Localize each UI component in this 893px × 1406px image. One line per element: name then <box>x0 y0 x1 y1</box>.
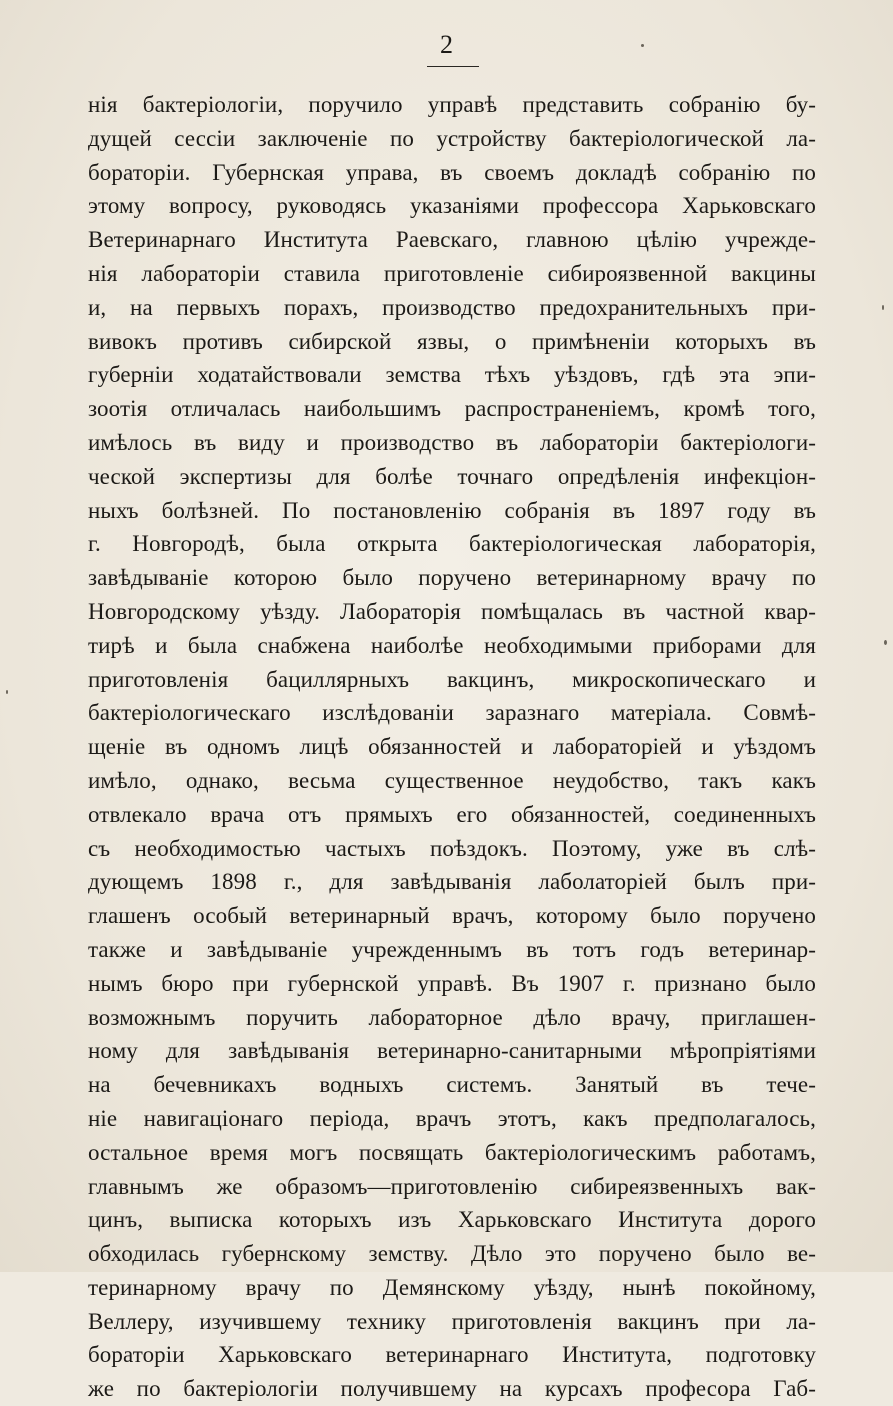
text-line: зоотія отличалась наибольшимъ распространеніемъ, кромѣ того, <box>88 396 816 422</box>
text-line: приготовленія бациллярныхъ вакцинъ, микроскопическаго и <box>88 666 816 692</box>
text-line: на бечевникахъ водныхъ системъ. Занятый въ тече- <box>88 1072 816 1098</box>
scan-speck <box>641 44 644 47</box>
text-line: бораторіи. Губернская управа, въ своемъ докладѣ собранію по <box>88 159 816 185</box>
text-line: нія бактеріологіи, поручило управѣ представить собранію бу- <box>88 92 816 117</box>
text-line: остальное время могъ посвящать бактеріологическимъ работамъ, <box>88 1139 816 1165</box>
text-line: ніе навигаціонаго періода, врачъ этотъ, какъ предполагалось, <box>88 1105 816 1131</box>
text-line: нія лабораторіи ставила приготовленіе сибироязвенной вакцины <box>88 260 816 286</box>
text-line: Веллеру, изучившему технику приготовленія вакцинъ при ла- <box>88 1308 816 1334</box>
text-line: обходилась губернскому земству. Дѣло это поручено было ве- <box>88 1241 816 1267</box>
text-line: ныхъ болѣзней. По постановленію собранія въ 1897 году въ <box>88 497 816 523</box>
text-line: дущей сессіи заключеніе по устройству бактеріологической ла- <box>88 125 816 151</box>
scan-speck <box>882 305 884 310</box>
text-line: этому вопросу, руководясь указаніями профессора Харьковскаго <box>88 193 816 219</box>
text-line: ному для завѣдыванія ветеринарно-санитарными мѣропріятіями <box>88 1038 816 1064</box>
text-line: тирѣ и была снабжена наиболѣе необходимыми приборами для <box>88 632 816 658</box>
text-line: имѣло, однако, весьма существенное неудобство, такъ какъ <box>88 767 816 793</box>
text-line: возможнымъ поручить лабораторное дѣло врачу, приглашен- <box>88 1004 816 1030</box>
text-line: нымъ бюро при губернской управѣ. Въ 1907 г. признано было <box>88 970 816 996</box>
text-line: бактеріологическаго изслѣдованіи заразнаго матеріала. Совмѣ- <box>88 700 816 726</box>
text-line: цинъ, выписка которыхъ изъ Харьковскаго Института дорого <box>88 1207 816 1233</box>
text-line: вивокъ противъ сибирской язвы, о примѣненіи которыхъ въ <box>88 328 816 354</box>
page-number-rule <box>427 66 479 67</box>
text-line: щеніе въ одномъ лицѣ обязанностей и лабораторіей и уѣздомъ <box>88 734 816 760</box>
text-line: завѣдываніе которою было поручено ветеринарному врачу по <box>88 565 816 591</box>
text-line: Ветеринарнаго Института Раевскаго, главною цѣлію учрежде- <box>88 227 816 253</box>
text-line: глашенъ особый ветеринарный врачъ, которому было поручено <box>88 903 816 929</box>
text-line: же по бактеріологіи получившему на курсахъ професора Габ- <box>88 1376 816 1402</box>
text-line: отвлекало врача отъ прямыхъ его обязанностей, соединенныхъ <box>88 801 816 827</box>
text-line: главнымъ же образомъ—приготовленію сибиреязвенныхъ вак- <box>88 1173 816 1199</box>
scan-speck <box>6 690 8 694</box>
body-text <box>88 88 816 1406</box>
text-line: съ необходимостью частыхъ поѣздокъ. Поэтому, уже въ слѣ- <box>88 835 816 861</box>
text-line: бораторіи Харьковскаго ветеринарнаго Института, подготовку <box>88 1342 816 1368</box>
text-line: г. Новгородѣ, была открыта бактеріологическая лабораторія, <box>88 531 816 557</box>
text-line: теринарному врачу по Демянскому уѣзду, нынѣ покойному, <box>88 1274 816 1300</box>
text-line: Новгородскому уѣзду. Лабораторія помѣщалась въ частной квар- <box>88 598 816 624</box>
text-line: также и завѣдываніе учрежденнымъ въ тотъ годъ ветеринар- <box>88 936 816 962</box>
text-line: ческой экспертизы для болѣе точнаго опредѣленія инфекціон- <box>88 463 816 489</box>
scan-speck <box>884 640 887 645</box>
text-line: имѣлось въ виду и производство въ лабораторіи бактеріологи- <box>88 429 816 455</box>
page-number: 2 <box>440 30 453 59</box>
text-line: губерніи ходатайствовали земства тѣхъ уѣздовъ, гдѣ эта эпи- <box>88 362 816 388</box>
text-line: и, на первыхъ порахъ, производство предохранительныхъ при- <box>88 294 816 320</box>
text-line: дующемъ 1898 г., для завѣдыванія лаболаторіей былъ при- <box>88 869 816 895</box>
